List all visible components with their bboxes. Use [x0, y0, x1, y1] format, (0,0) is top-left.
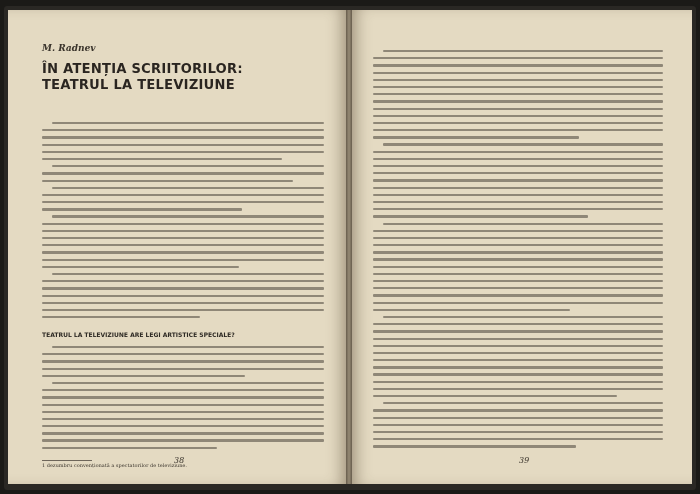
text-line — [42, 244, 324, 246]
text-line — [42, 180, 293, 182]
text-line — [373, 187, 663, 189]
text-line — [52, 215, 324, 217]
text-line — [42, 447, 217, 449]
text-line — [42, 404, 324, 406]
text-line — [42, 302, 324, 304]
title-line-2: TEATRUL LA TELEVIZIUNE — [42, 78, 235, 93]
text-line — [42, 151, 324, 153]
text-line — [373, 100, 663, 102]
text-line — [42, 230, 324, 232]
text-line — [373, 244, 663, 246]
text-line — [373, 359, 663, 361]
text-line — [42, 439, 324, 441]
text-line — [383, 402, 663, 404]
text-line — [42, 136, 324, 138]
text-line — [373, 79, 663, 81]
text-line — [383, 50, 663, 52]
text-line — [373, 424, 663, 426]
text-line — [42, 194, 324, 196]
text-line — [373, 352, 663, 354]
text-line — [373, 57, 663, 59]
text-line — [373, 287, 663, 289]
text-line — [52, 122, 324, 124]
left-body-text-2 — [42, 346, 324, 454]
text-line — [373, 280, 663, 282]
text-line — [42, 158, 282, 160]
text-line — [373, 172, 663, 174]
text-line — [373, 445, 576, 447]
text-line — [373, 64, 663, 66]
footnote-rule — [42, 460, 92, 461]
left-body-text — [42, 122, 324, 323]
section-subheading: TEATRUL LA TELEVIZIUNE ARE LEGI ARTISTICE SPECIALE? — [42, 332, 235, 339]
text-line — [42, 251, 324, 253]
text-line — [373, 266, 663, 268]
text-line — [373, 165, 663, 167]
text-line — [373, 179, 663, 181]
text-line — [42, 418, 324, 420]
text-line — [42, 396, 324, 398]
text-line — [42, 432, 324, 434]
text-line — [52, 165, 324, 167]
text-line — [383, 143, 663, 145]
text-line — [42, 144, 324, 146]
text-line — [373, 129, 663, 131]
text-line — [42, 368, 324, 370]
text-line — [42, 201, 324, 203]
text-line — [383, 316, 663, 318]
text-line — [52, 187, 324, 189]
text-line — [373, 215, 588, 217]
text-line — [42, 425, 324, 427]
text-line — [373, 388, 663, 390]
text-line — [373, 294, 663, 296]
text-line — [42, 375, 245, 377]
right-page — [349, 10, 692, 484]
text-line — [373, 338, 663, 340]
text-line — [52, 273, 324, 275]
text-line — [42, 309, 324, 311]
text-line — [42, 129, 324, 131]
text-line — [42, 353, 324, 355]
text-line — [42, 389, 324, 391]
text-line — [373, 93, 663, 95]
text-line — [373, 431, 663, 433]
text-line — [373, 381, 663, 383]
text-line — [373, 345, 663, 347]
text-line — [42, 172, 324, 174]
text-line — [383, 223, 663, 225]
text-line — [373, 409, 663, 411]
text-line — [373, 366, 663, 368]
text-line — [373, 373, 663, 375]
text-line — [52, 346, 324, 348]
text-line — [373, 151, 663, 153]
right-body-text — [373, 50, 663, 453]
text-line — [373, 330, 663, 332]
text-line — [373, 108, 663, 110]
text-line — [373, 395, 617, 397]
text-line — [42, 259, 324, 261]
text-line — [52, 382, 324, 384]
text-line — [373, 309, 570, 311]
text-line — [373, 72, 663, 74]
text-line — [373, 122, 663, 124]
text-line — [373, 86, 663, 88]
text-line — [373, 273, 663, 275]
text-line — [42, 360, 324, 362]
text-line — [373, 201, 663, 203]
footnote: 1 dezumbru convenționată a spectatorilor de televiziune. — [42, 463, 187, 469]
text-line — [42, 223, 324, 225]
text-line — [373, 115, 663, 117]
text-line — [373, 208, 663, 210]
title-line-1: ÎN ATENȚIA SCRIITORILOR: — [42, 62, 243, 77]
page-number-left: 38 — [174, 456, 185, 465]
text-line — [373, 136, 579, 138]
text-line — [373, 302, 663, 304]
text-line — [373, 237, 663, 239]
text-line — [373, 258, 663, 260]
article-title — [42, 62, 243, 94]
text-line — [373, 438, 663, 440]
left-page — [8, 10, 349, 484]
text-line — [42, 295, 324, 297]
text-line — [373, 417, 663, 419]
text-line — [373, 323, 663, 325]
author-name: M. Radnev — [42, 44, 96, 54]
book-gutter — [346, 10, 352, 484]
text-line — [42, 237, 324, 239]
text-line — [373, 158, 663, 160]
text-line — [42, 287, 324, 289]
text-line — [373, 194, 663, 196]
text-line — [373, 251, 663, 253]
text-line — [42, 411, 324, 413]
text-line — [42, 208, 242, 210]
text-line — [42, 316, 200, 318]
text-line — [373, 230, 663, 232]
page-number-right: 39 — [519, 456, 530, 465]
text-line — [42, 266, 239, 268]
text-line — [42, 280, 324, 282]
